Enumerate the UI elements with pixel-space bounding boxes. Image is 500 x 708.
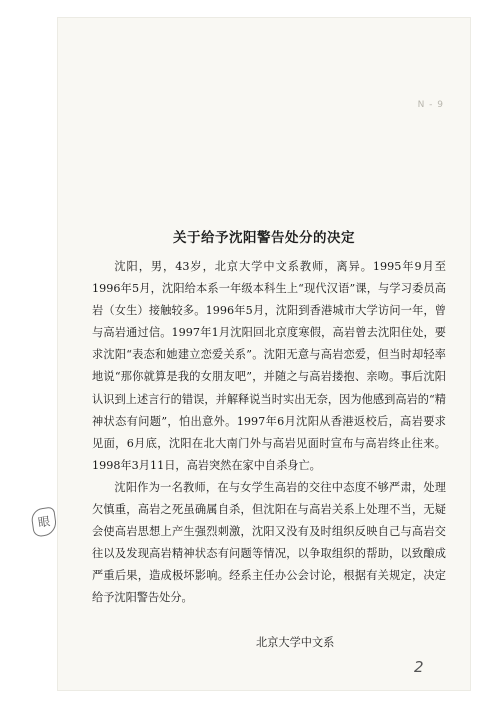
signature-department: 北京大学中文系 <box>256 636 335 649</box>
page-number: 2 <box>414 658 424 676</box>
document-body <box>92 256 446 610</box>
document-title: 关于给予沈阳警告处分的决定 <box>173 230 355 246</box>
archive-stamp: N - 9 <box>417 100 444 110</box>
document-page <box>37 18 470 690</box>
handwritten-margin-note: 眼 <box>30 506 58 537</box>
paragraph-2: 沈阳作为一名教师，在与女学生高岩的交往中态度不够严肃，处理欠慎重，高岩之死虽确属自杀，但沈阳在与高岩关系上处理不当，无疑会使高岩思想上产生强烈刺激，沈阳又没有及时组织反映自己与高岩交往以及发现高岩精神状态有问题等情况，以争取组织的帮助，以致酿成严重后果，造成极坏影响。经系主任办公会讨论，根据有关规定，决定给予沈阳警告处分。 <box>92 480 446 605</box>
paragraph-1: 沈阳，男，43岁，北京大学中文系教师，离异。1995年9月至1996年5月，沈阳给本系一年级本科生上“现代汉语”课，与学习委员高岩（女生）接触较多。1996年5月，沈阳到香港城市大学访问一年，曾与高岩通过信。1997年1月沈阳回北京度寒假，高岩曾去沈阳住处，要求沈阳“表态和她建立恋爱关系”。沈阳无意与高岩恋爱，但当时却轻率地说“那你就算是我的女朋友吧”，并随之与高岩搂抱、亲吻。事后沈阳认识到上述言行的错误，并解释说当时实出无奈，因为他感到高岩的“精神状态有问题”，怕出意外。1997年6月沈阳从香港返校后，高岩要求见面，6月底，沈阳在北大南门外与高岩见面时宣布与高岩终止往来。1998年3月11日，高岩突然在家中自杀身亡。 <box>92 260 446 472</box>
